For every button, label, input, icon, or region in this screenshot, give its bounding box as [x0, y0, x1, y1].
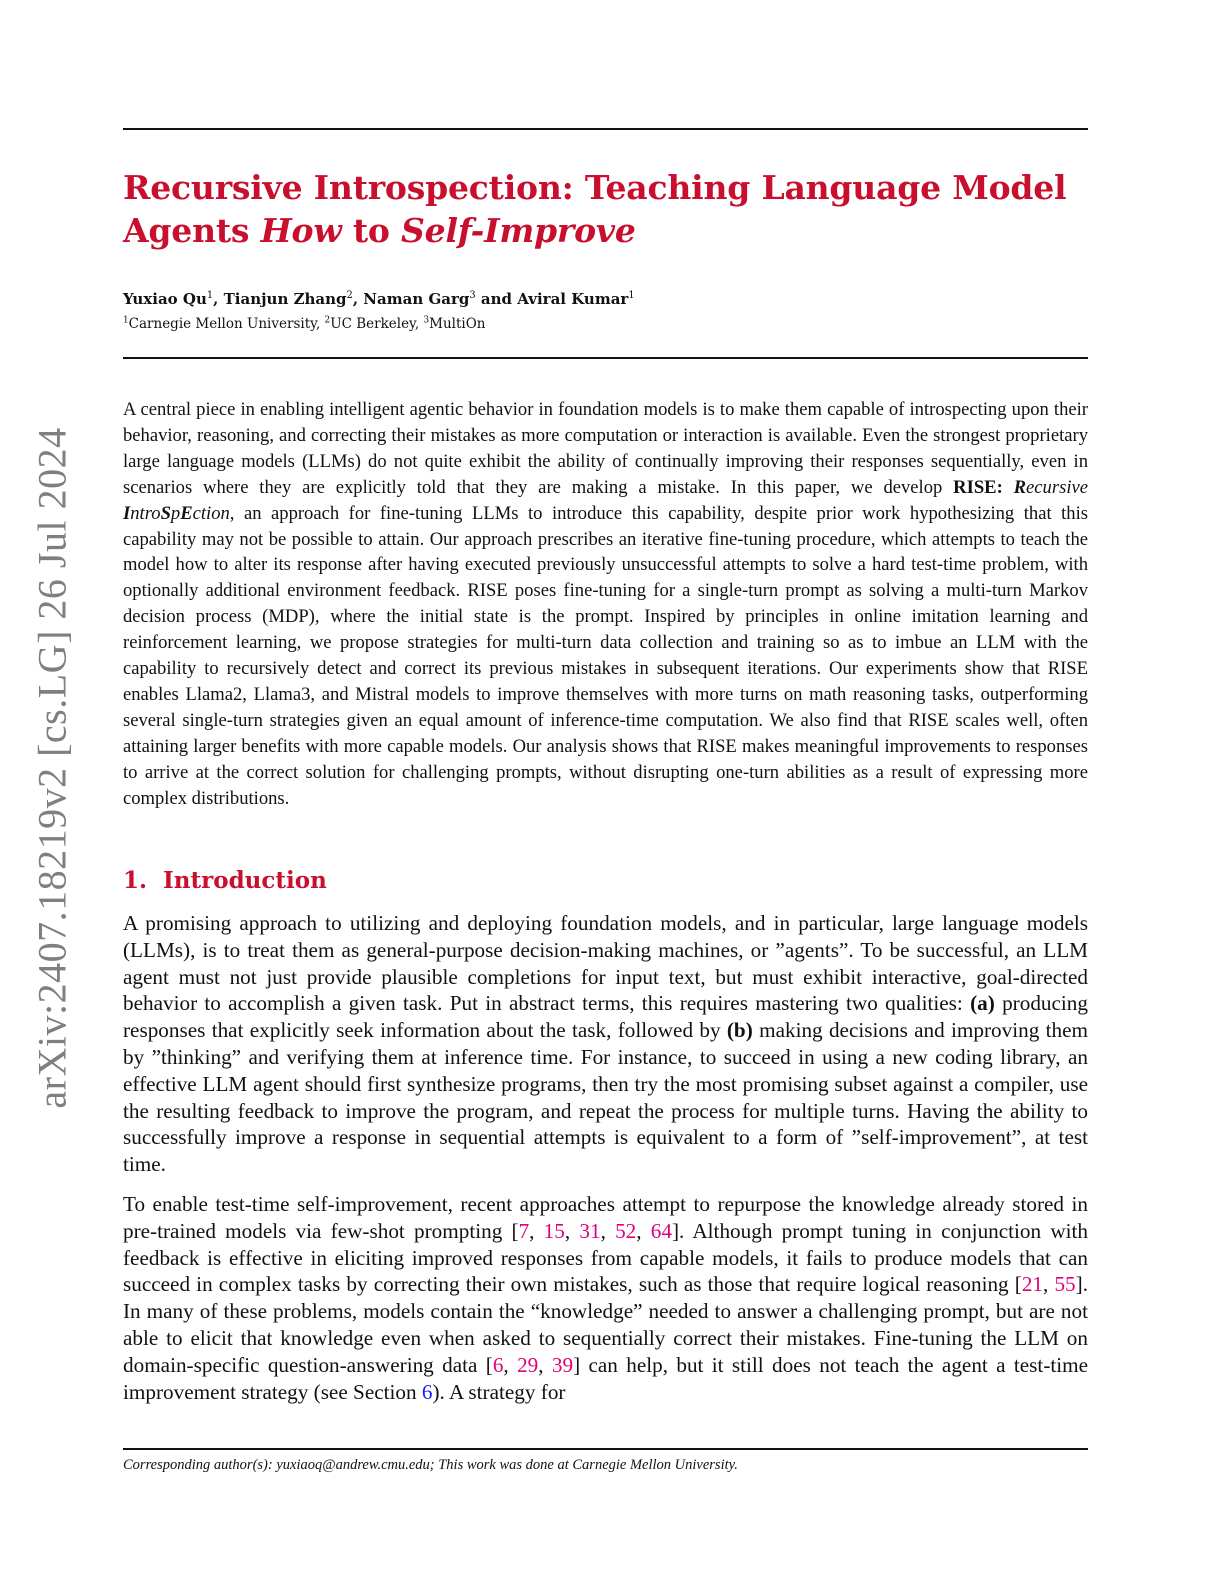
affiliation-name: UC Berkeley	[330, 316, 415, 332]
acronym-segment: ntro	[130, 502, 161, 524]
text-run: A promising approach to utilizing and deploying foundation models, and in particular, large language models (LLMs), is to treat them as general-purpose decision-making machines, or ”agents”. To be successful, an LLM agent must not just provide plausible completions for input text, but must exhibit interactive, goal-directed behavior to accomplish a given task. Put in abstract terms, this requires mastering two qualities:	[123, 911, 1088, 1016]
text-run: ,	[538, 1352, 552, 1377]
citation-link[interactable]: 31	[579, 1218, 601, 1243]
bold-label: (b)	[726, 1018, 753, 1043]
affil-mark: 3	[423, 315, 430, 326]
text-run: ,	[503, 1352, 518, 1377]
citation-link[interactable]: 6	[492, 1352, 504, 1377]
author-affil-mark: 2	[346, 290, 353, 301]
affiliation-separator: ,	[315, 316, 325, 332]
affil-mark: 2	[324, 315, 331, 326]
section-heading	[123, 866, 327, 896]
author-separator: ,	[352, 290, 364, 308]
title-how: How	[260, 211, 342, 250]
text-run: ,	[529, 1218, 544, 1243]
abstract-body: , an approach for fine-tuning LLMs to introduce this capability, despite prior work hypothesizing that this capability may not be possible to attain. Our approach prescribes an iterative fine-tuning procedure, which attempts to teach the model how to alter its response after having executed previously unsuccessful attempts to solve a hard test-time problem, with optionally additional environment feedback. RISE poses fine-tuning for a single-turn prompt as solving a multi-turn Markov decision process (MDP), where the initial state is the prompt. Inspired by principles in online imitation learning and reinforcement learning, we propose strategies for multi-turn data collection and training so as to imbue an LLM with the capability to recursively detect and correct its previous mistakes in subsequent iterations. Our experiments show that RISE enables Llama2, Llama3, and Mistral models to improve themselves with more turns on math reasoning tasks, outperforming several single-turn strategies given an equal amount of inference-time computation. We also find that RISE scales well, often attaining larger benefits with more capable models. Our analysis shows that RISE makes meaningful improvements to responses to arrive at the correct solution for challenging prompts, without disrupting one-turn abilities as a result of expressing more complex distributions.	[123, 502, 1088, 809]
affiliation-name: MultiOn	[429, 316, 486, 332]
section-number: 1.	[123, 867, 148, 894]
abstract-lead: A central piece in enabling intelligent agentic behavior in foundation models is to make them capable of introspecting upon their behavior, reasoning, and correcting their mistakes as more computation or interaction is available. Even the strongest proprietary large language models (LLMs) do not quite exhibit the ability of continually improving their responses sequentially, even in scenarios where they are explicitly told that they are making a mistake. In this paper, we develop	[123, 399, 1088, 498]
text-run: ] can help, but it still does not teach the agent a test-time improvement strategy (see Section	[123, 1352, 1089, 1404]
citation-link[interactable]: 21	[1021, 1272, 1044, 1297]
citation-link[interactable]: 7	[518, 1218, 530, 1243]
text-run: ,	[1043, 1272, 1055, 1297]
citation-link[interactable]: 52	[615, 1218, 637, 1243]
text-run: making decisions and improving them by ”thinking” and verifying them at inference time. For instance, to succeed in using a new coding library, an effective LLM agent should first synthesize programs, then try the most promising subset against a compiler, use the resulting feedback to improve the program, and repeat the process for multiple turns. Having the ability to successfully improve a response in sequential attempts is equivalent to a form of ”self-improvement”, at test time.	[123, 1018, 1088, 1177]
header-rule	[123, 357, 1088, 359]
citation-link[interactable]: 39	[551, 1352, 574, 1377]
arxiv-id-text: arXiv:2407.18219v2 [cs.LG] 26 Jul 2024	[29, 427, 75, 1109]
section-title: Introduction	[163, 867, 327, 894]
text-run: ,	[564, 1218, 580, 1243]
affiliation-list	[123, 315, 486, 333]
affiliation-name: Carnegie Mellon University	[128, 316, 316, 332]
title-to: to	[341, 211, 402, 250]
text-run: producing responses that explicitly seek information about the task, followed by	[123, 991, 1088, 1043]
acronym-segment: E	[180, 502, 193, 524]
intro-paragraph-2	[123, 1191, 1088, 1405]
acronym-segment: R	[1013, 476, 1027, 498]
footnote-rule	[123, 1448, 1088, 1450]
text-run: ]. In many of these problems, models contain the “knowledge” needed to answer a challenging prompt, but are not able to elicit that knowledge even when asked to sequentially correct their mistakes. Fine-tuning the LLM on domain-specific question-answering data [	[123, 1272, 1088, 1377]
bold-label: (a)	[970, 991, 995, 1016]
text-run: To enable test-time self-improvement, recent approaches attempt to repurpose the knowledge already stored in pre-trained models via few-shot prompting [	[123, 1192, 1088, 1243]
acronym-segment: p	[170, 502, 181, 524]
author-affil-mark: 3	[469, 290, 476, 301]
acronym-segment: I	[123, 502, 131, 524]
affiliation-separator: ,	[414, 316, 424, 332]
title-self-improve: Self-Improve	[401, 211, 636, 250]
author-name: Naman Garg	[363, 290, 470, 308]
section-reference-link[interactable]: 6	[421, 1379, 433, 1404]
author-separator: ,	[213, 290, 224, 308]
author-name: Aviral Kumar	[517, 290, 629, 308]
citation-link[interactable]: 29	[517, 1352, 539, 1377]
title-main: Recursive Introspection: Teaching Language Model Agents	[123, 168, 1067, 250]
abstract	[123, 397, 1088, 812]
author-name: Yuxiao Qu	[123, 290, 207, 308]
rise-label: RISE:	[953, 476, 1003, 498]
affil-mark: 1	[123, 315, 129, 326]
text-run: ,	[600, 1218, 616, 1243]
author-separator: and	[475, 290, 518, 308]
citation-link[interactable]: 55	[1054, 1272, 1076, 1297]
author-list	[123, 289, 635, 309]
citation-link[interactable]: 64	[650, 1218, 672, 1243]
citation-link[interactable]: 15	[543, 1218, 565, 1243]
acronym-segment: ecursive	[1026, 476, 1088, 498]
acronym-segment: ction	[192, 502, 230, 524]
text-run: ,	[636, 1218, 651, 1243]
author-name: Tianjun Zhang	[223, 290, 347, 308]
footnote: Corresponding author(s): yuxiaoq@andrew.cmu.edu; This work was done at Carnegie Mellon University.	[123, 1457, 738, 1473]
text-run: ). A strategy for	[432, 1379, 566, 1404]
acronym-segment: S	[160, 502, 171, 524]
paper-title	[123, 166, 1088, 252]
text-run: ]. Although prompt tuning in conjunction with feedback is effective in eliciting improved responses from capable models, it fails to produce models that can succeed in complex tasks by correcting their own mistakes, such as those that require logical reasoning [	[123, 1218, 1089, 1297]
author-affil-mark: 1	[206, 290, 214, 301]
intro-paragraph-1	[123, 910, 1088, 1178]
top-rule	[123, 128, 1088, 130]
author-affil-mark: 1	[628, 290, 635, 301]
